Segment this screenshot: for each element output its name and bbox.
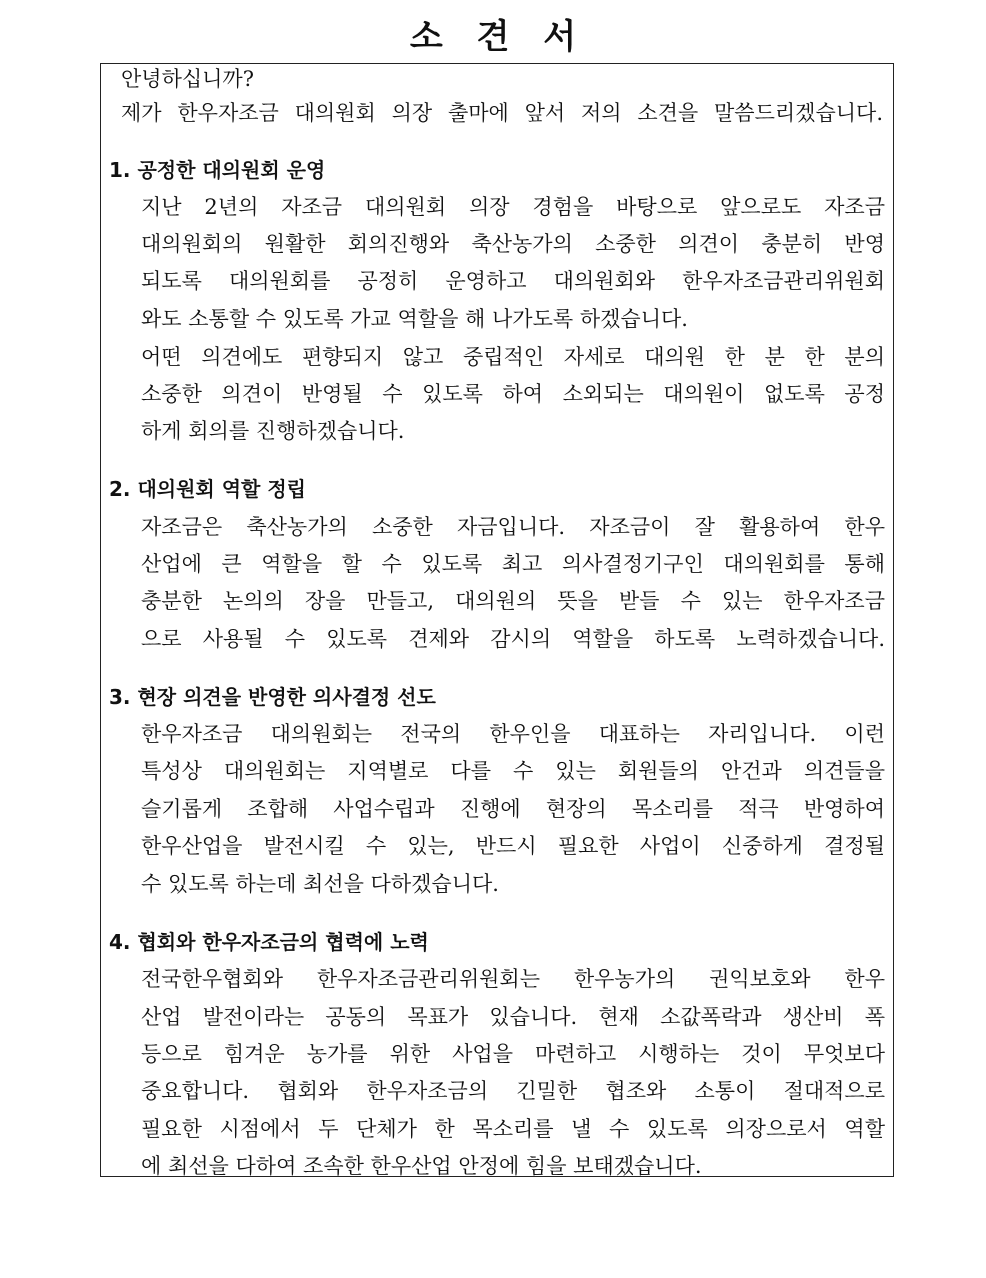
section-heading-2: 2. 대의원회 역할 정립 [109, 477, 306, 501]
section-4-line: 중요합니다. 협회와 한우자조금의 긴밀한 협조와 소통이 절대적으로 [141, 1079, 885, 1103]
section-3-line: 한우산업을 발전시킬 수 있는, 반드시 필요한 사업이 신중하게 결정될 [141, 834, 885, 858]
section-1-line: 지난 2년의 자조금 대의원회 의장 경험을 바탕으로 앞으로도 자조금 [141, 195, 885, 219]
section-1-line: 와도 소통할 수 있도록 가교 역할을 해 나가도록 하겠습니다. [141, 307, 688, 331]
section-heading-3: 3. 현장 의견을 반영한 의사결정 선도 [109, 685, 436, 709]
section-3-line: 특성상 대의원회는 지역별로 다를 수 있는 회원들의 안건과 의견들을 [141, 759, 885, 783]
section-4-line: 필요한 시점에서 두 단체가 한 목소리를 낼 수 있도록 의장으로서 역할 [141, 1117, 885, 1141]
section-4-line: 등으로 힘겨운 농가를 위한 사업을 마련하고 시행하는 것이 무엇보다 [141, 1042, 885, 1066]
section-1-line: 대의원회의 원활한 회의진행와 축산농가의 소중한 의견이 충분히 반영 [141, 232, 885, 256]
section-4-line: 산업 발전이라는 공동의 목표가 있습니다. 현재 소값폭락과 생산비 폭 [141, 1005, 885, 1029]
section-3-line: 한우자조금 대의원회는 전국의 한우인을 대표하는 자리입니다. 이런 [141, 722, 885, 746]
section-heading-1: 1. 공정한 대의원회 운영 [109, 158, 326, 182]
section-1-line: 하게 회의를 진행하겠습니다. [141, 419, 405, 443]
section-2-line: 충분한 논의의 장을 만들고, 대의원의 뜻을 받들 수 있는 한우자조금 [141, 589, 885, 613]
section-1-line: 되도록 대의원회를 공정히 운영하고 대의원회와 한우자조금관리위원회 [141, 269, 885, 293]
section-heading-4: 4. 협회와 한우자조금의 협력에 노력 [109, 930, 429, 954]
section-2-line: 산업에 큰 역할을 할 수 있도록 최고 의사결정기구인 대의원회를 통해 [141, 552, 885, 576]
document-title: 소 견 서 [409, 17, 577, 57]
section-1-line: 어떤 의견에도 편향되지 않고 중립적인 자세로 대의원 한 분 한 분의 [141, 345, 885, 369]
content-box [100, 63, 894, 1177]
section-4-line: 에 최선을 다하여 조속한 한우산업 안정에 힘을 보태겠습니다. [141, 1154, 702, 1178]
section-1-line: 소중한 의견이 반영될 수 있도록 하여 소외되는 대의원이 없도록 공정 [141, 382, 885, 406]
greeting-text: 안녕하십니까? [121, 67, 254, 91]
section-3-line: 수 있도록 하는데 최선을 다하겠습니다. [141, 872, 499, 896]
section-4-line: 전국한우협회와 한우자조금관리위원회는 한우농가의 권익보호와 한우 [141, 967, 885, 991]
section-3-line: 슬기롭게 조합해 사업수립과 진행에 현장의 목소리를 적극 반영하여 [141, 797, 885, 821]
section-2-line: 으로 사용될 수 있도록 견제와 감시의 역할을 하도록 노력하겠습니다. [141, 627, 885, 651]
intro-text: 제가 한우자조금 대의원회 의장 출마에 앞서 저의 소견을 말씀드리겠습니다. [121, 101, 883, 125]
section-2-line: 자조금은 축산농가의 소중한 자금입니다. 자조금이 잘 활용하여 한우 [141, 515, 885, 539]
